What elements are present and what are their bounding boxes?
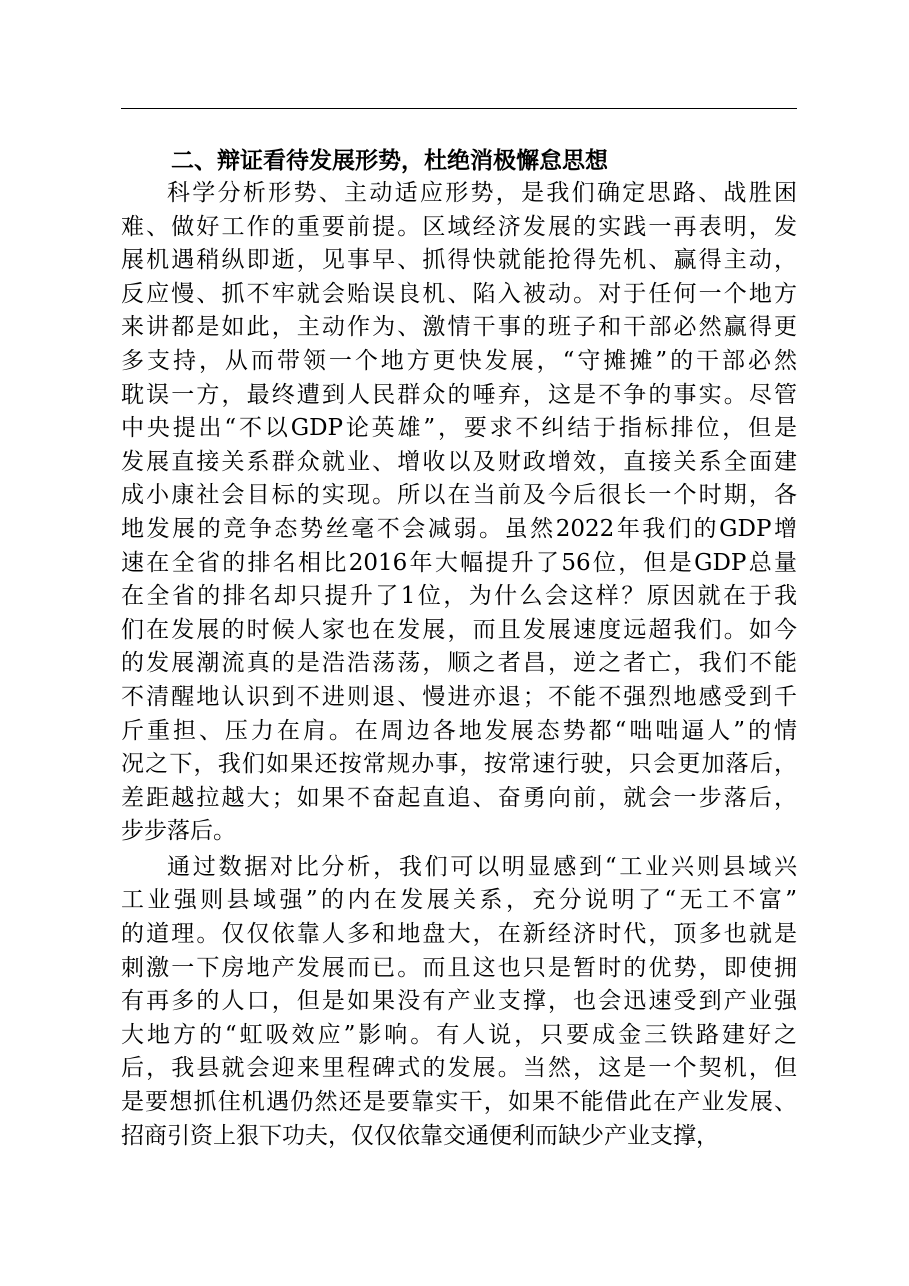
paragraph-line: 在全省的排名却只提升了1位，为什么会这样？原因就在于我 xyxy=(121,583,797,610)
paragraph-line: 地发展的竞争态势丝毫不会减弱。虽然2022年我们的GDP增 xyxy=(121,515,797,542)
paragraph-line: 速在全省的排名相比2016年大幅提升了56位，但是GDP总量 xyxy=(121,549,797,576)
paragraph-line: 通过数据对比分析，我们可以明显感到“工业兴则县域兴 xyxy=(167,853,797,880)
paragraph-line: 招商引资上狠下功夫，仅仅依靠交通便利而缺少产业支撑， xyxy=(121,1122,719,1149)
paragraph-line: 差距越拉越大；如果不奋起直追、奋勇向前，就会一步落后， xyxy=(121,784,797,811)
document-body xyxy=(121,145,797,1153)
paragraph-line: 成小康社会目标的实现。所以在当前及今后很长一个时期，各 xyxy=(121,482,797,509)
paragraph-line: 的发展潮流真的是浩浩荡荡，顺之者昌，逆之者亡，我们不能 xyxy=(121,650,797,677)
paragraph-line: 工业强则县域强”的内在发展关系，充分说明了“无工不富” xyxy=(121,887,797,914)
paragraph-line: 展机遇稍纵即逝，见事早、抓得快就能抢得先机、赢得主动， xyxy=(121,247,797,274)
section-heading: 二、辩证看待发展形势，杜绝消极懈怠思想 xyxy=(171,148,608,174)
paragraph-line: 是要想抓住机遇仍然还是要靠实干，如果不能借此在产业发展、 xyxy=(121,1089,797,1116)
paragraph-line: 发展直接关系群众就业、增收以及财政增效，直接关系全面建 xyxy=(121,448,797,475)
paragraph-line: 科学分析形势、主动适应形势，是我们确定思路、战胜困 xyxy=(167,180,797,206)
paragraph-line: 大地方的“虹吸效应”影响。有人说，只要成金三铁路建好之 xyxy=(121,1021,797,1048)
header-rule xyxy=(121,108,797,109)
paragraph-1 xyxy=(121,177,797,849)
paragraph-line: 反应慢、抓不牢就会贻误良机、陷入被动。对于任何一个地方 xyxy=(121,280,797,307)
paragraph-line: 斤重担、压力在肩。在周边各地发展态势都“咄咄逼人”的情 xyxy=(121,717,797,744)
paragraph-line: 况之下，我们如果还按常规办事，按常速行驶，只会更加落后， xyxy=(121,751,797,778)
paragraph-line: 多支持，从而带领一个地方更快发展，“守摊摊”的干部必然 xyxy=(121,347,797,374)
paragraph-line: 的道理。仅仅依靠人多和地盘大，在新经济时代，顶多也就是 xyxy=(121,921,797,948)
paragraph-line: 后，我县就会迎来里程碑式的发展。当然，这是一个契机，但 xyxy=(121,1055,797,1082)
paragraph-line: 不清醒地认识到不进则退、慢进亦退；不能不强烈地感受到千 xyxy=(121,683,797,710)
paragraph-line: 耽误一方，最终遭到人民群众的唾弃，这是不争的事实。尽管 xyxy=(121,381,797,408)
paragraph-line: 刺激一下房地产发展而已。而且这也只是暂时的优势，即使拥 xyxy=(121,954,797,981)
paragraph-line: 难、做好工作的重要前提。区域经济发展的实践一再表明，发 xyxy=(121,213,797,240)
paragraph-line: 步步落后。 xyxy=(121,818,236,845)
paragraph-line: 中央提出“不以GDP论英雄”，要求不纠结于指标排位，但是 xyxy=(121,415,797,442)
paragraph-line: 来讲都是如此，主动作为、激情干事的班子和干部必然赢得更 xyxy=(121,314,797,341)
paragraph-2 xyxy=(121,851,797,1153)
paragraph-line: 们在发展的时候人家也在发展，而且发展速度远超我们。如今 xyxy=(121,616,797,643)
paragraph-line: 有再多的人口，但是如果没有产业支撑，也会迅速受到产业强 xyxy=(121,988,797,1015)
